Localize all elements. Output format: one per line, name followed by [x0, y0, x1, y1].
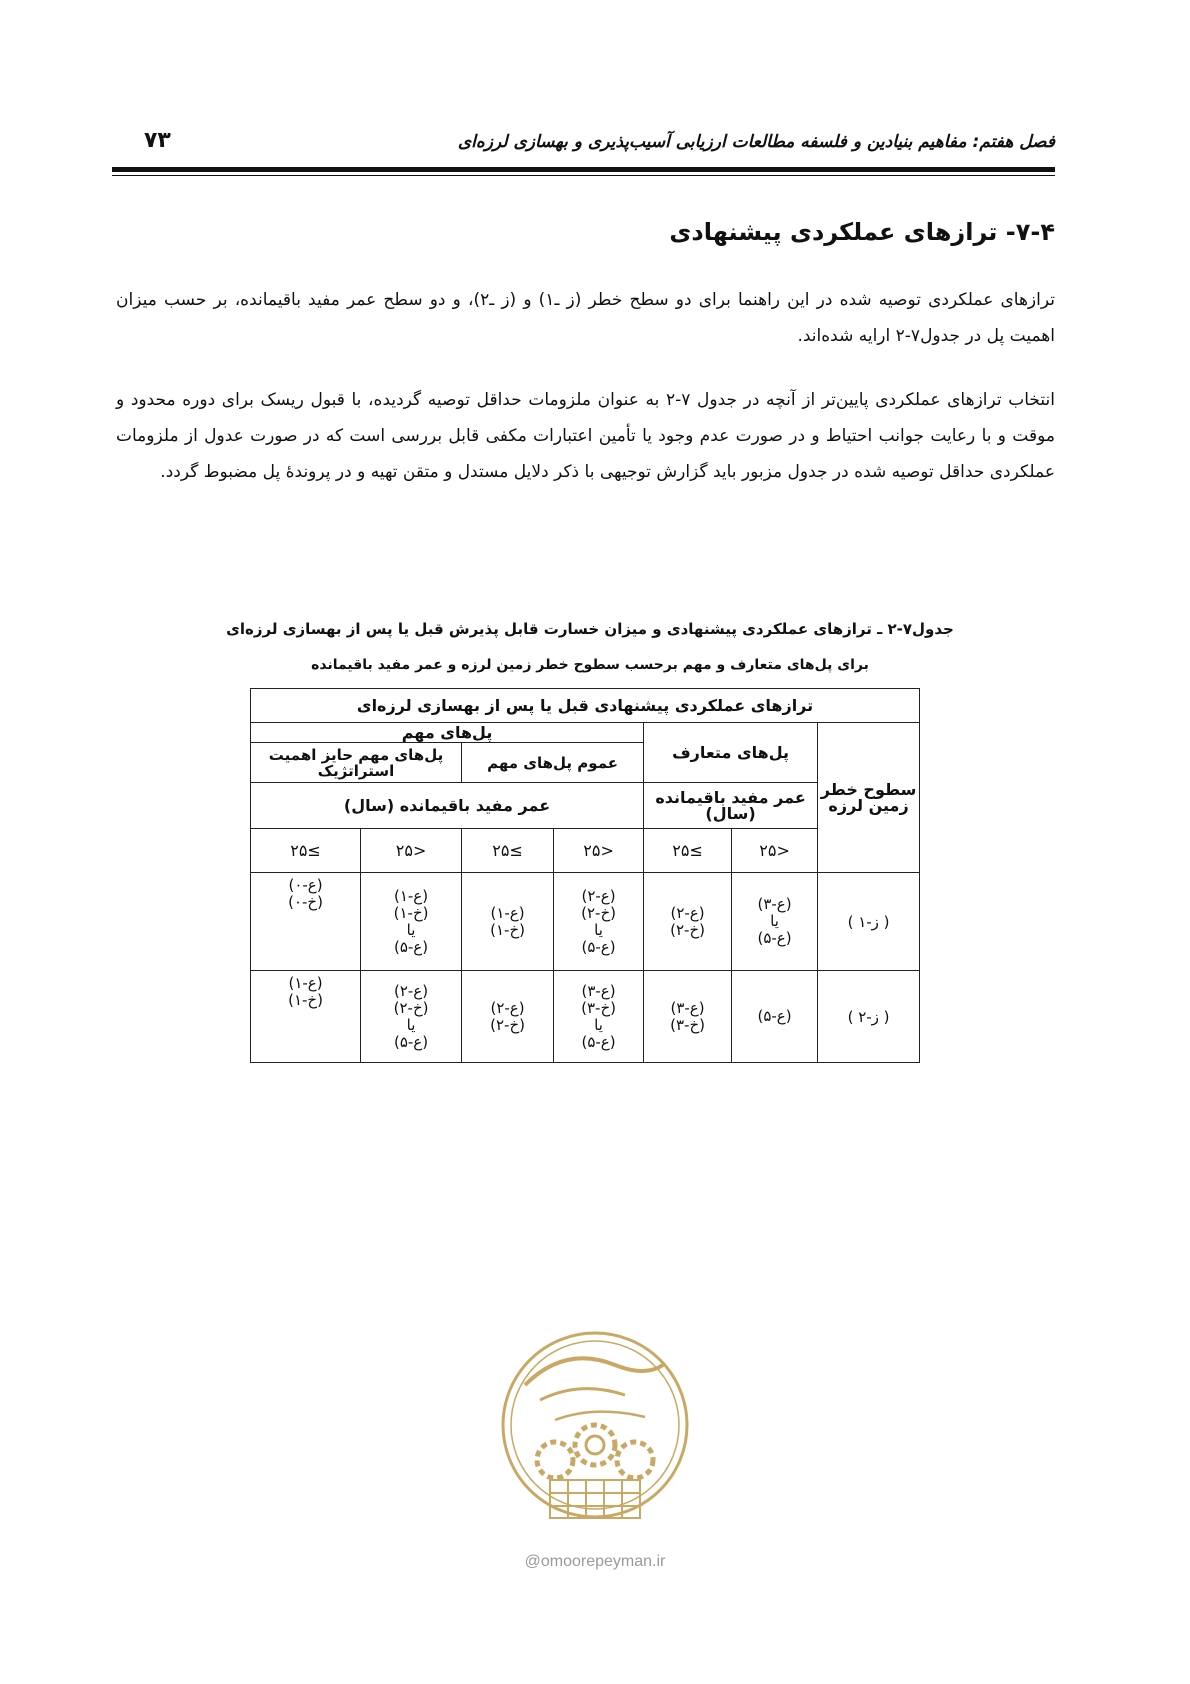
hazard-cell: ( ز-۱ ) [818, 873, 920, 971]
cell-line: (خ-۳) [581, 998, 616, 1017]
cell-line: (خ-۲) [581, 903, 616, 922]
cell-line: (ع-۲) [490, 998, 525, 1017]
cell-line: (ع-۰) [288, 876, 323, 894]
general-life-ge-25: ≥۲۵ [462, 829, 554, 873]
header-rule-thin [112, 175, 1055, 176]
table-caption-line-1: جدول۷-۲ ـ ترازهای عملکردی پیشنهادی و میزان خسارت قابل پذیرش قبل یا پس از بهسازی لرزه‌ای [226, 620, 954, 638]
general-lt-cell [554, 873, 644, 971]
ordinary-lt-cell [732, 971, 818, 1063]
important-bridges-header: پل‌های مهم [251, 723, 644, 743]
cell-line: (خ-۱) [393, 903, 429, 922]
table-caption-line-2: برای پل‌های متعارف و مهم برحسب سطوح خطر زمین لرزه و عمر مفید باقیمانده [311, 657, 869, 673]
omoore-peyman-seal-icon [495, 1325, 695, 1575]
running-title: فصل هفتم: مفاهیم بنیادین و فلسفه مطالعات ارزیابی آسیب‌پذیری و بهسازی لرزه‌ای [457, 132, 1055, 152]
page-number: ۷۳ [144, 128, 171, 153]
cell-line: (ع-۵) [757, 1007, 792, 1025]
cell-line: (ع-۲) [393, 981, 429, 1000]
cell-line: (ع-۱) [490, 903, 525, 922]
cell-line: یا [594, 1015, 603, 1034]
cell-line: یا [406, 920, 416, 939]
strategic-life-lt-25: <۲۵ [361, 829, 462, 873]
remaining-life-important-header: عمر مفید باقیمانده (سال) [251, 783, 644, 829]
cell-line: (ع-۳) [670, 998, 705, 1017]
general-ge-cell [462, 873, 554, 971]
cell-line: (ع-۳) [581, 981, 616, 1000]
general-life-lt-25: <۲۵ [554, 829, 644, 873]
paragraph-1: ترازهای عملکردی توصیه شده در این راهنما برای دو سطح خطر (ز ـ۱) و (ز ـ۲)، و دو سطح عمر مفید باقیمانده، بر حسب میزان اهمیت پل در جدول۷-۲ ارایه شده‌اند. [116, 290, 1055, 346]
cell-line: (خ-۰) [288, 893, 323, 911]
cell-line: (ع-۵) [393, 937, 429, 956]
general-important-bridges-header: عموم پل‌های مهم [462, 743, 644, 783]
remaining-life-ordinary-header: عمر مفید باقیمانده (سال) [644, 783, 818, 829]
ordinary-ge-cell [644, 971, 732, 1063]
hazard-cell: ( ز-۲ ) [818, 971, 920, 1063]
general-lt-cell [554, 971, 644, 1063]
cell-line: (ع-۵) [757, 929, 792, 947]
cell-line: (خ-۱) [288, 991, 323, 1009]
cell-line: یا [406, 1015, 416, 1034]
header-rule-thick [112, 167, 1055, 172]
cell-line: (خ-۲) [670, 920, 705, 939]
cell-line: (خ-۲) [393, 998, 429, 1017]
table-main-header: ترازهای عملکردی پیشنهادی قبل یا پس از بهسازی لرزه‌ای [251, 689, 920, 723]
cell-line: (ع-۱) [288, 974, 323, 992]
general-ge-cell [462, 971, 554, 1063]
ordinary-life-ge-25: ≥۲۵ [644, 829, 732, 873]
performance-levels-table [250, 688, 920, 1063]
cell-line: (ع-۳) [757, 895, 792, 913]
strategic-life-ge-25: ≥۲۵ [251, 829, 361, 873]
strategic-ge-cell [251, 873, 361, 971]
ordinary-ge-cell [644, 873, 732, 971]
cell-line: (ع-۵) [581, 1032, 616, 1051]
table-row [251, 873, 920, 971]
cell-line: (خ-۳) [670, 1015, 705, 1034]
ordinary-bridges-header: پل‌های متعارف [644, 723, 818, 783]
paragraph-2: انتخاب ترازهای عملکردی پایین‌تر از آنچه در جدول ۷-۲ به عنوان ملزومات حداقل توصیه گردیده، با قبول ریسک برای دوره محدود و موقت و با رعایت جوانب احتیاط و در صورت عدم وجود یا تأمین اعتبارات مکفی قابل بررسی است که در صورت عدول از ملزومات عملکردی حداقل توصیه شده در جدول مزبور باید گزارش توجیهی با ذکر دلایل مستدل و متقن تهیه و در پروندهٔ پل مضبوط گردد. [116, 390, 1055, 482]
cell-line: یا [594, 920, 603, 939]
cell-line: (خ-۲) [490, 1015, 525, 1034]
cell-line: (ع-۱) [393, 886, 429, 905]
strategic-ge-cell [251, 971, 361, 1063]
strategic-important-bridges-header: پل‌های مهم حایز اهمیت استراتژیک [251, 743, 462, 783]
strategic-lt-cell [361, 971, 462, 1063]
cell-line: (ع-۲) [581, 886, 616, 905]
table-row [251, 971, 920, 1063]
cell-line: (ع-۵) [393, 1032, 429, 1051]
watermark-site: @omoorepeyman.ir [524, 1553, 666, 1570]
strategic-lt-cell [361, 873, 462, 971]
cell-line: (خ-۱) [490, 920, 525, 939]
page-header [112, 118, 1055, 158]
cell-line: (ع-۵) [581, 937, 616, 956]
cell-line: یا [770, 912, 779, 930]
section-heading: ۷-۴- ترازهای عملکردی پیشنهادی [669, 218, 1055, 246]
ordinary-lt-cell [732, 873, 818, 971]
hazard-level-header: سطوح خطر زمین لرزه [818, 723, 920, 873]
cell-line: (ع-۲) [670, 903, 705, 922]
ordinary-life-lt-25: <۲۵ [732, 829, 818, 873]
